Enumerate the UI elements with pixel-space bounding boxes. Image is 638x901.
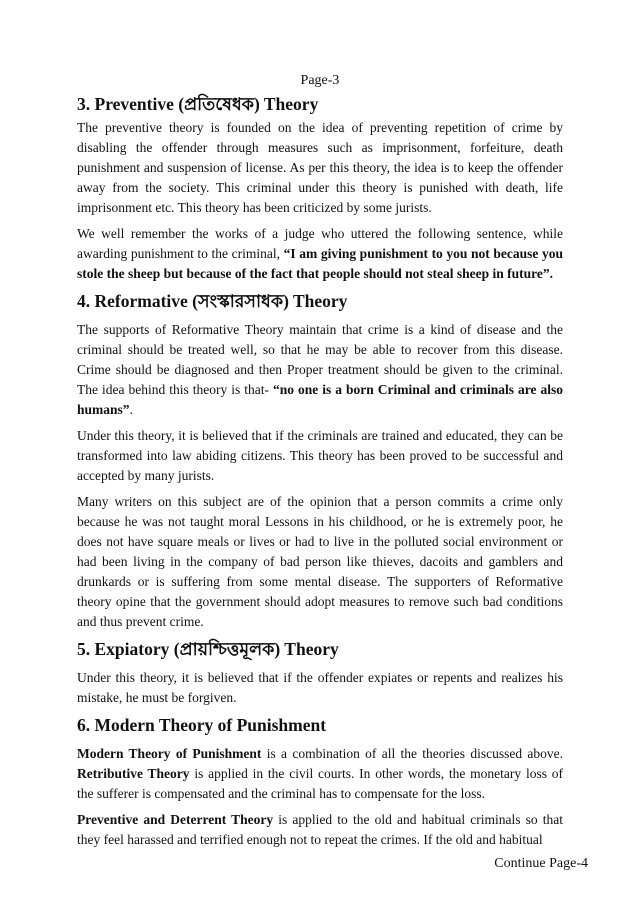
section-title-expiatory: 5. Expiatory (প্রায়শ্চিত্তমূলক) Theory	[77, 639, 339, 659]
modern-paragraph-1-text-2: is applied in the civil courts. In other words, the monetary loss of the sufferer is compensated and the criminal has to compensate for the loss.	[77, 766, 563, 801]
preventive-paragraph-1: The preventive theory is founded on the idea of preventing repetition of crime by disabling the offender through measures such as imprisonment, forfeiture, death punishment and suspension of license. As per this theory, the idea is to keep the offender away from the society. This criminal under this theory is punished with death, life imprisonment etc. This theory has been criticized by some jurists.	[77, 120, 563, 215]
reformative-paragraph-2: Under this theory, it is believed that if the criminals are trained and educated, they can be transformed into law abiding citizens. This theory has been proved to be successful and accepted by many jurists.	[77, 428, 563, 483]
modern-paragraph-2	[77, 810, 563, 850]
reformative-paragraph-1-text: The supports of Reformative Theory maintain that crime is a kind of disease and the criminal should be treated well, so that he may be able to recover from this disease. Crime should be diagnosed and then Proper treatment should be given to the criminal. The idea behind this theory is that-	[77, 322, 563, 397]
modern-paragraph-2-text: is applied to the old and habitual criminals so that they feel harassed and terrified enough not to repeat the crimes. If the old and habitual	[77, 812, 563, 847]
section-title-preventive: 3. Preventive (প্রতিষেধক) Theory	[77, 94, 319, 114]
section-title-modern: 6. Modern Theory of Punishment	[77, 715, 327, 735]
continue-page-note: Continue Page-4	[494, 856, 588, 871]
judge-quote: “I am giving punishment to you not because you stole the sheep but because of the fact that people should not steal sheep in future”.	[77, 246, 563, 281]
retributive-theory-term: Retributive Theory	[77, 766, 190, 781]
reformative-quote: “no one is a born Criminal and criminals are also humans”	[77, 382, 563, 417]
section-title-reformative: 4. Reformative (সংস্কারসাধক) Theory	[77, 291, 348, 311]
modern-paragraph-1	[77, 744, 563, 804]
modern-theory-term: Modern Theory of Punishment	[77, 746, 262, 761]
preventive-deterrent-term: Preventive and Deterrent Theory	[77, 812, 274, 827]
expiatory-paragraph-1: Under this theory, it is believed that if the offender expiates or repents and realizes his mistake, he must be forgiven.	[77, 670, 563, 705]
page-content	[77, 72, 563, 854]
reformative-paragraph-3: Many writers on this subject are of the opinion that a person commits a crime only because he was not taught moral Lessons in his childhood, or he is extremely poor, he does not have square meals or lives or had to live in the polluted social environment or had been living in the company of bad person like thieves, dacoits and gamblers and drunkards or is suffering from some mental disease. The supporters of Reformative theory opine that the government should adopt measures to remove such bad conditions and thus prevent crime.	[77, 494, 563, 629]
reformative-paragraph-1-end: .	[129, 402, 133, 417]
modern-paragraph-1-text-1: is a combination of all the theories discussed above.	[261, 746, 563, 761]
preventive-paragraph-2-text: We well remember the works of a judge who uttered the following sentence, while awarding punishment to the criminal,	[77, 226, 563, 261]
preventive-paragraph-2	[77, 224, 563, 284]
page-number: Page-3	[300, 73, 340, 88]
reformative-paragraph-1	[77, 320, 563, 420]
